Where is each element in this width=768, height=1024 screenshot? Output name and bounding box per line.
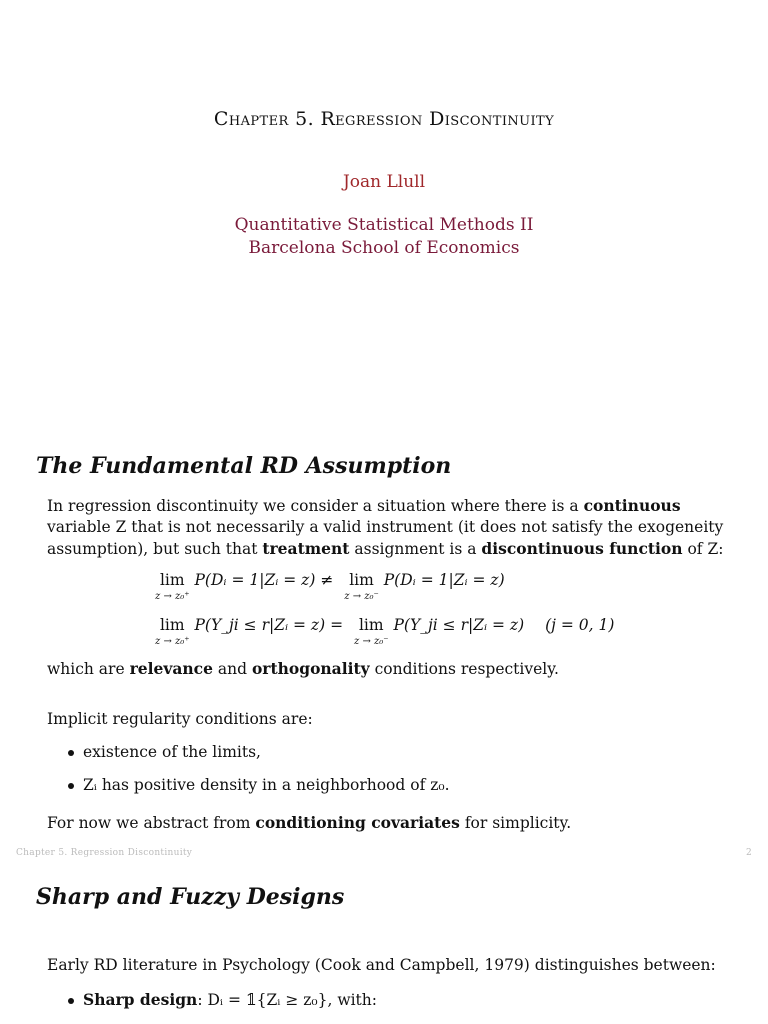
document-title: Chapter 5. Regression Discontinuity [213, 108, 555, 130]
footer-chapter-title: Chapter 5. Regression Discontinuity [16, 848, 193, 858]
course-name: Quantitative Statistical Methods II [234, 215, 534, 235]
covariates-text: For now we abstract from conditioning covariates for simplicity. [47, 813, 572, 832]
institution-name: Barcelona School of Economics [248, 238, 520, 258]
relevance-orthogonality-text: which are relevance and orthogonality conditions respectively. [47, 659, 559, 678]
list-item: existence of the limits, [68, 743, 261, 761]
early-rd-text: Early RD literature in Psychology (Cook and Campbell, 1979) distinguishes between: [47, 956, 716, 974]
section-heading-sharp-fuzzy: Sharp and Fuzzy Designs [36, 884, 345, 910]
list-item: Zᵢ has positive density in a neighborhood of z₀. [68, 776, 450, 794]
page-number: 2 [746, 848, 753, 858]
implicit-conditions-text: Implicit regularity conditions are: [47, 710, 313, 728]
bullet-icon [68, 750, 74, 756]
equation-orthogonality: lim z → z₀⁺ P(Y_ji ≤ r|Zᵢ = z) = lim z → z₀⁻ P(Y_ji ≤ r|Zᵢ = z) (j = 0, 1) [155, 616, 615, 647]
bullet-icon [68, 783, 74, 789]
intro-paragraph: In regression discontinuity we consider a situation where there is a continuous variable Z that is not necessarily a valid instrument (it does not satisfy the exogeneity assumption), but such that treatment assignment is a discontinuous function of Z: [47, 496, 724, 558]
section-heading-fundamental-assumption: The Fundamental RD Assumption [36, 453, 452, 479]
equation-relevance: lim z → z₀⁺ P(Dᵢ = 1|Zᵢ = z) ≠ lim z → z₀⁻ P(Dᵢ = 1|Zᵢ = z) [155, 571, 505, 602]
author-name: Joan Llull [342, 172, 426, 192]
list-item: Sharp design: Dᵢ = 𝟙{Zᵢ ≥ z₀}, with: [68, 990, 377, 1009]
bullet-icon [68, 998, 74, 1004]
